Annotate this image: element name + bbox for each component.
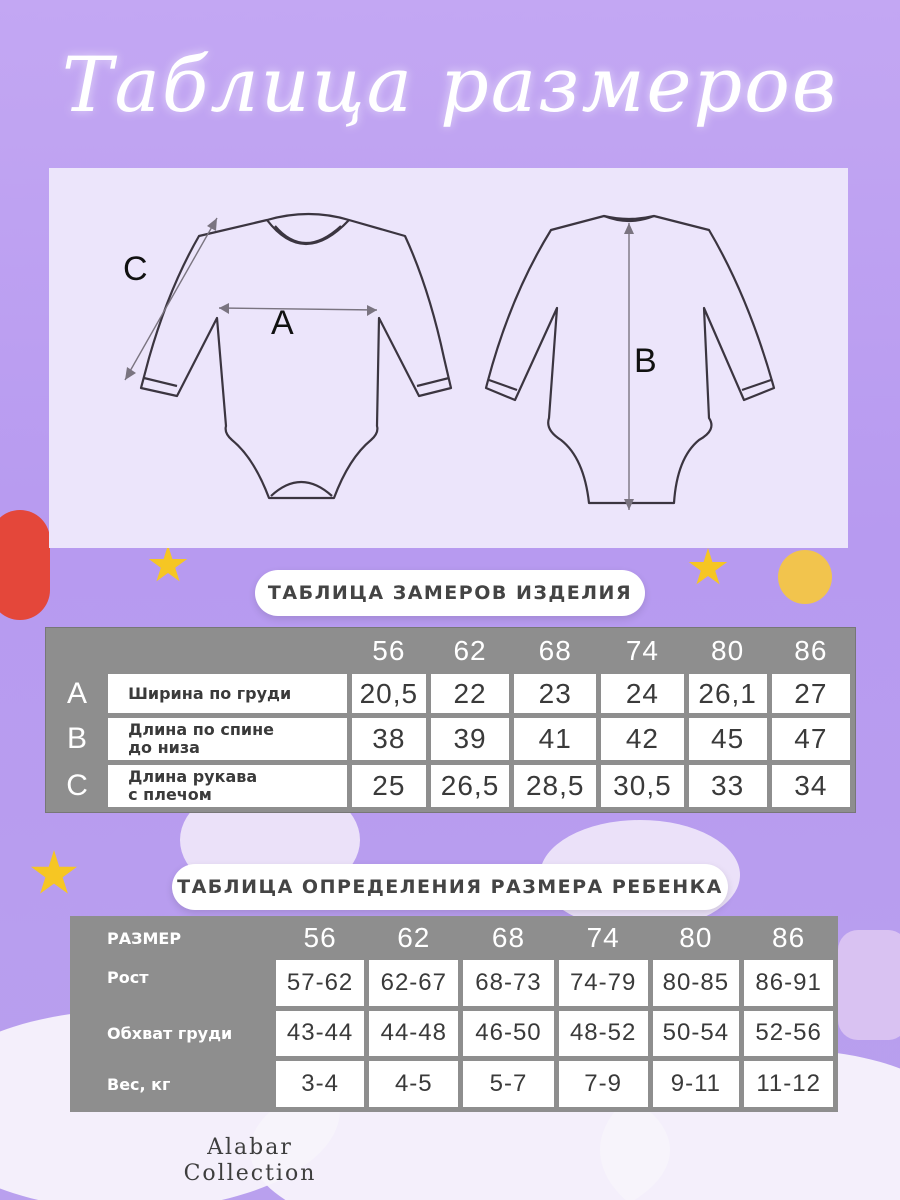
table-cell: 42 <box>601 718 683 760</box>
product-table-heading: ТАБЛИЦА ЗАМЕРОВ ИЗДЕЛИЯ <box>255 570 645 616</box>
row-label <box>108 765 347 807</box>
header-spacer <box>51 633 103 669</box>
table-cell: 68-73 <box>463 960 554 1006</box>
table-cell: 11-12 <box>744 1061 833 1107</box>
size-header: 68 <box>538 635 572 666</box>
row-label-line1: Длина рукава <box>128 767 258 787</box>
size-header: 62 <box>453 635 487 666</box>
size-header: 80 <box>711 635 745 666</box>
table-row <box>75 960 833 1006</box>
size-header: 74 <box>586 922 620 953</box>
table-cell: 22 <box>431 674 509 713</box>
label-b: B <box>634 342 657 380</box>
bib-icon <box>838 930 900 1040</box>
table-cell: 39 <box>431 718 509 760</box>
table-cell: 20,5 <box>352 674 426 713</box>
arrow-head <box>624 223 634 234</box>
table-cell: 7-9 <box>559 1061 648 1107</box>
row-label: Рост <box>107 968 149 987</box>
row-label <box>108 718 347 760</box>
size-header: 80 <box>679 922 713 953</box>
table-cell: 4-5 <box>369 1061 458 1107</box>
row-label <box>108 674 347 713</box>
size-header: 86 <box>794 635 828 666</box>
front-cuff-right <box>417 378 449 386</box>
product-measurements-table <box>45 627 856 813</box>
table-cell: 28,5 <box>514 765 596 807</box>
table-row <box>75 1011 833 1057</box>
table-cell: 48-52 <box>559 1011 648 1057</box>
back-bodysuit-outline <box>486 216 774 503</box>
table-cell: 62-67 <box>369 960 458 1006</box>
table-row <box>51 765 850 807</box>
arrow-a <box>219 308 377 310</box>
row-label-line1: Длина по спине <box>128 720 274 740</box>
table-cell: 80-85 <box>653 960 740 1006</box>
row-label-line2: до низа <box>128 738 200 758</box>
garment-diagram <box>49 168 848 548</box>
table-header-row <box>75 921 833 955</box>
table-cell: 26,1 <box>689 674 767 713</box>
child-size-table <box>70 916 838 1112</box>
table-cell: 5-7 <box>463 1061 554 1107</box>
table-cell: 25 <box>352 765 426 807</box>
table-header-row <box>51 633 850 669</box>
row-letter: C <box>66 769 88 803</box>
table-cell: 57-62 <box>276 960 365 1006</box>
brand-logo <box>170 1135 330 1187</box>
row-label: Обхват груди <box>107 1023 233 1043</box>
arrow-c <box>125 218 217 380</box>
row-label: Вес, кг <box>107 1074 171 1094</box>
table-cell: 43-44 <box>276 1011 365 1057</box>
bodysuit-illustration <box>49 168 848 548</box>
table-cell: 52-56 <box>744 1011 833 1057</box>
page-title: Таблица размеров <box>61 40 839 129</box>
table-cell: 38 <box>352 718 426 760</box>
table-cell: 45 <box>689 718 767 760</box>
back-cuff-left <box>489 380 517 390</box>
arrow-head <box>367 305 377 316</box>
table-cell: 27 <box>772 674 850 713</box>
table-cell: 24 <box>601 674 683 713</box>
arrow-head <box>219 303 229 314</box>
table-cell: 50-54 <box>653 1011 740 1057</box>
size-header: 56 <box>372 635 406 666</box>
front-bodysuit-outline <box>141 214 451 498</box>
row-letter: A <box>67 676 88 710</box>
brand-line2: Collection <box>183 1161 317 1186</box>
arrow-head <box>207 218 217 231</box>
pacifier-icon <box>778 550 832 604</box>
size-header: 86 <box>772 922 806 953</box>
table-cell: 41 <box>514 718 596 760</box>
size-header: 74 <box>625 635 659 666</box>
row-label-line2: с плечом <box>128 785 212 805</box>
front-inner-neckline <box>275 226 341 243</box>
table-cell: 44-48 <box>369 1011 458 1057</box>
label-c: C <box>123 250 148 288</box>
front-cuff-left <box>144 378 177 386</box>
size-label: РАЗМЕР <box>107 928 182 948</box>
table-row <box>51 718 850 760</box>
size-header: 56 <box>303 922 337 953</box>
table-cell: 33 <box>689 765 767 807</box>
back-cuff-right <box>742 380 771 390</box>
star-icon <box>30 850 78 898</box>
label-a: A <box>271 304 294 342</box>
table-cell: 34 <box>772 765 850 807</box>
brand-line1: Alabar <box>207 1135 293 1160</box>
table-cell: 86-91 <box>744 960 833 1006</box>
arrow-head <box>624 499 634 510</box>
rattle-icon <box>0 510 50 620</box>
child-table-heading: ТАБЛИЦА ОПРЕДЕЛЕНИЯ РАЗМЕРА РЕБЕНКА <box>172 864 728 910</box>
front-leg-opening <box>271 482 332 496</box>
table-cell: 23 <box>514 674 596 713</box>
size-header: 68 <box>491 922 526 953</box>
table-row <box>75 1061 833 1107</box>
row-label-line1: Ширина по груди <box>128 683 292 703</box>
star-icon <box>148 545 188 585</box>
table-cell: 30,5 <box>601 765 683 807</box>
size-header: 62 <box>397 922 431 953</box>
table-cell: 47 <box>772 718 850 760</box>
table-cell: 26,5 <box>431 765 509 807</box>
star-icon <box>688 548 728 588</box>
table-row <box>51 674 850 713</box>
header-spacer <box>108 633 347 669</box>
table-cell: 3-4 <box>276 1061 365 1107</box>
table-cell: 74-79 <box>559 960 648 1006</box>
table-cell: 46-50 <box>463 1011 554 1057</box>
table-cell: 9-11 <box>653 1061 740 1107</box>
row-letter: B <box>67 722 88 756</box>
title-banner <box>0 18 900 168</box>
